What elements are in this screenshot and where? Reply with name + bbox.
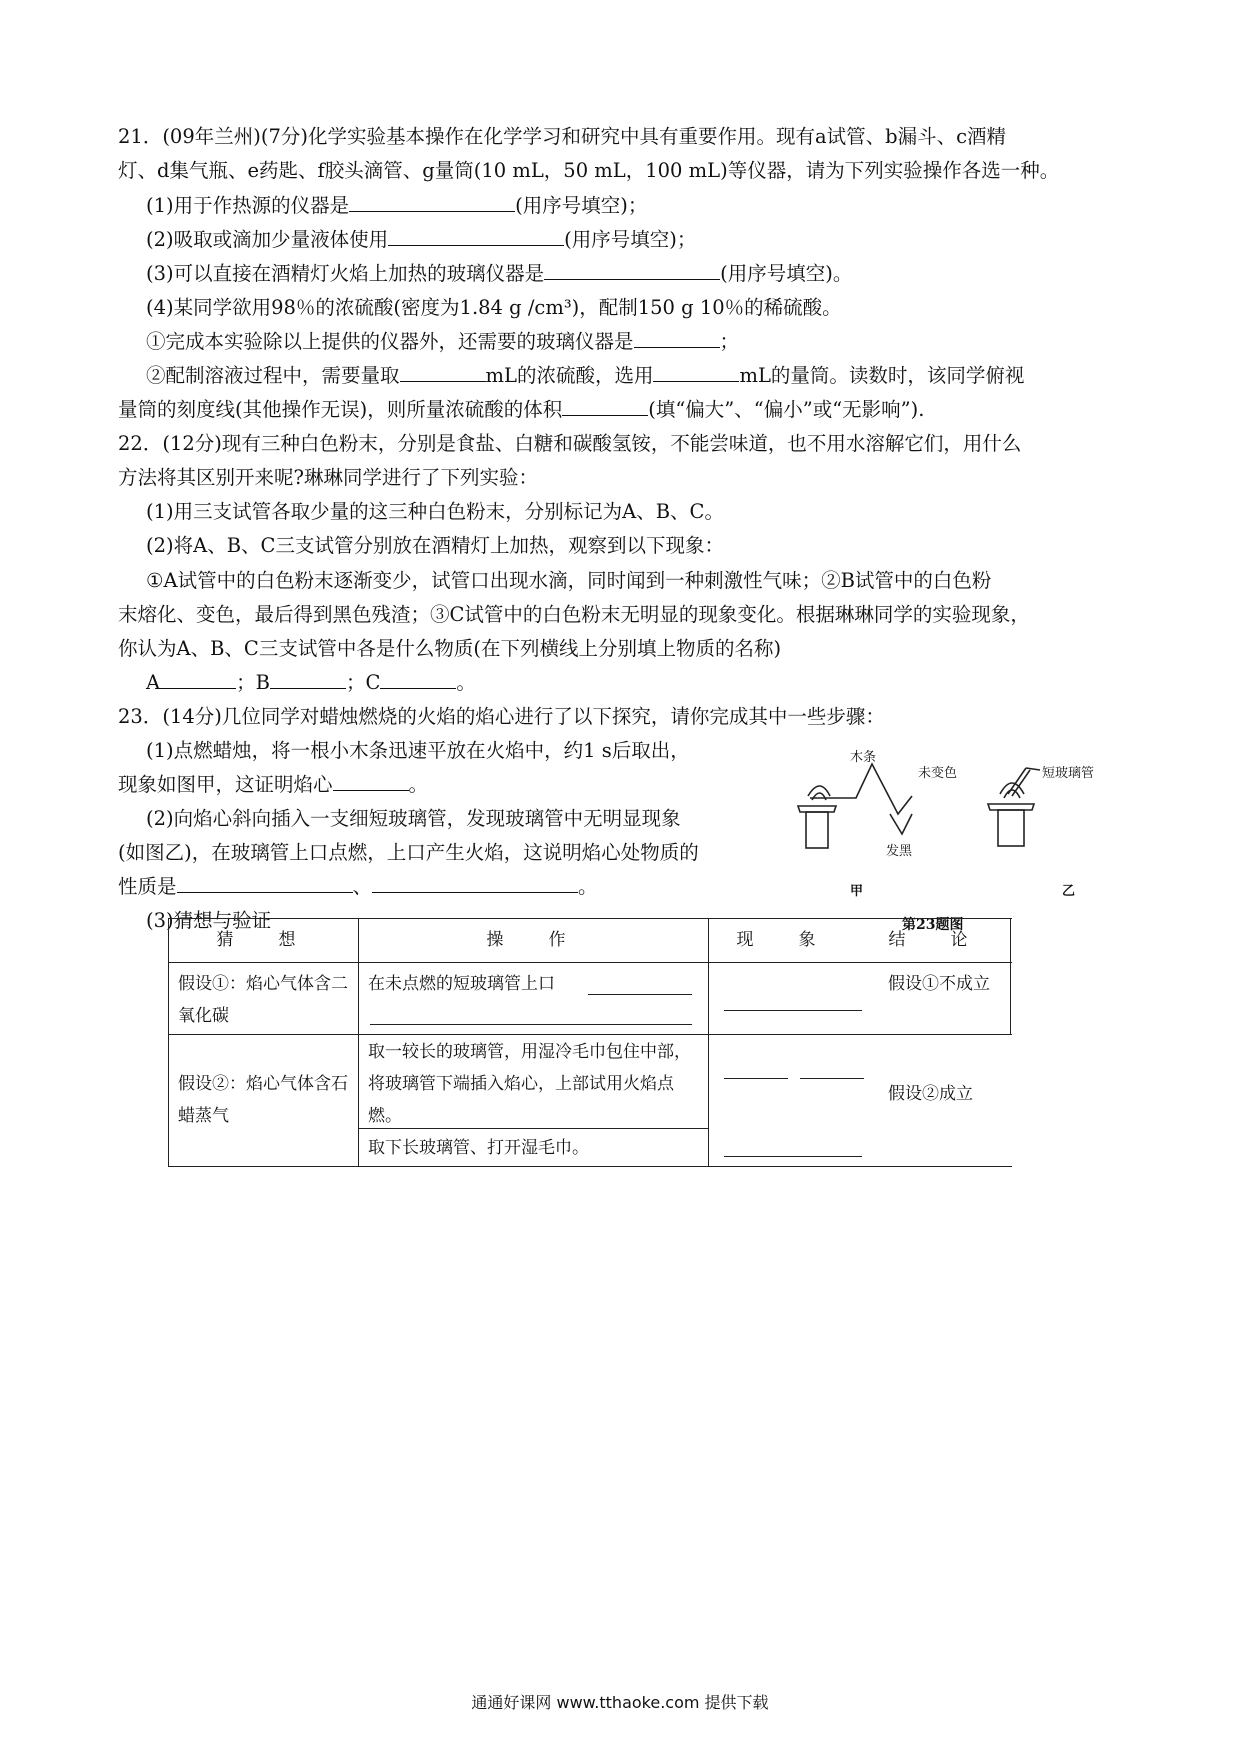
table-header-conclusion: 结 论 <box>888 930 982 950</box>
q23-sub1b <box>118 772 428 798</box>
q21-sub4-2-mid: mL的浓硫酸，选用 <box>485 364 654 387</box>
q21-sub3-text: (3)可以直接在酒精灯火焰上加热的玻璃仪器是 <box>146 262 545 285</box>
q21-sub4-1-text: ①完成本实验除以上提供的仪器外，还需要的玻璃仪器是 <box>146 330 634 353</box>
answer-blank[interactable] <box>177 874 353 893</box>
q23-line1: 23．(14分)几位同学对蜡烛燃烧的火焰的焰心进行了以下探究，请你完成其中一些步骤： <box>118 705 885 728</box>
figure-caption: 第23题图 <box>902 917 964 933</box>
answer-blank[interactable] <box>562 397 648 416</box>
q22-line1: 22．(12分)现有三种白色粉末，分别是食盐、白糖和碳酸氢铵，不能尝味道，也不用水溶解它们，用什么 <box>118 432 1022 455</box>
q21-sub4-3 <box>118 397 924 423</box>
q21-sub4-2 <box>146 363 1024 389</box>
q22-ans-b-label: ；B <box>236 671 270 694</box>
q22-sub5: 你认为A、B、C三支试管中各是什么物质(在下列横线上分别填上物质的名称) <box>118 637 782 660</box>
answer-blank-a[interactable] <box>160 670 236 689</box>
answer-blank[interactable] <box>800 1078 864 1079</box>
q21-line1: 21．(09年兰州)(7分)化学实验基本操作在化学学习和研究中具有重要作用。现有a试管、b漏斗、c酒精 <box>118 125 1006 148</box>
q23-sub3: (3)猜想与验证 <box>146 909 272 932</box>
q21-sub4-2-text: ②配制溶液过程中，需要量取 <box>146 364 400 387</box>
answer-blank[interactable] <box>653 363 739 382</box>
table-operation-1: 在未点燃的短玻璃管上口 <box>368 974 555 994</box>
q21-sub1 <box>146 193 647 219</box>
answer-blank[interactable] <box>372 874 578 893</box>
table-border <box>168 1034 1012 1035</box>
answer-blank[interactable] <box>400 363 486 382</box>
q21-sub2-text: (2)吸取或滴加少量液体使用 <box>146 228 389 251</box>
q21-sub4-3-text: 量筒的刻度线(其他操作无误)，则所量浓硫酸的体积 <box>118 398 563 421</box>
figure-label-yi: 乙 <box>1062 884 1076 899</box>
q22-line2: 方法将其区别开来呢?琳琳同学进行了下列实验： <box>118 466 538 489</box>
q21-sub4: (4)某同学欲用98％的浓硫酸(密度为1.84 g /cm³)，配制150 g 10％的稀硫酸。 <box>146 296 842 319</box>
answer-blank[interactable] <box>724 1078 788 1079</box>
q23-sub2c-end: 。 <box>578 875 598 898</box>
table-hypothesis-2: 假设②：焰心气体含石蜡蒸气 <box>178 1074 348 1126</box>
answer-blank[interactable] <box>388 227 564 246</box>
answer-blank[interactable] <box>349 193 515 212</box>
answer-blank[interactable] <box>724 1010 862 1011</box>
q21-sub3-hint: (用序号填空)。 <box>720 262 853 285</box>
q23-sub2c <box>118 874 598 900</box>
q23-sub1b-text: 现象如图甲，这证明焰心 <box>118 773 333 796</box>
q23-sub2b: (如图乙)，在玻璃管上口点燃，上口产生火焰，这说明焰心处物质的 <box>118 841 699 864</box>
table-border <box>168 962 1012 963</box>
q22-ans-a-label: A <box>146 671 161 694</box>
answer-blank[interactable] <box>634 329 720 348</box>
answer-blank-c[interactable] <box>380 670 456 689</box>
table-hypothesis-1: 假设①：焰心气体含二氧化碳 <box>178 974 348 1026</box>
q21-line2: 灯、d集气瓶、e药匙、f胶头滴管、g量筒(10 mL，50 mL，100 mL)等仪器，请为下列实验操作各选一种。 <box>118 159 1060 182</box>
table-conclusion-2: 假设②成立 <box>888 1084 973 1104</box>
answer-blank[interactable] <box>724 1156 862 1157</box>
answer-blank[interactable] <box>333 772 409 791</box>
table-header-operation: 操 作 <box>486 930 580 950</box>
q22-ans-c-label: ；C <box>345 671 381 694</box>
table-operation-2: 取一较长的玻璃管，用湿冷毛巾包住中部，将玻璃管下端插入焰心，上部试用火焰点燃。 <box>368 1042 691 1126</box>
figure-label-stick: 木条 <box>850 750 877 765</box>
q22-sub3: ①A试管中的白色粉末逐渐变少，试管口出现水滴，同时闻到一种刺激性气味；②B试管中的白色粉 <box>146 569 992 592</box>
q21-sub4-2-end: mL的量筒。读数时，该同学俯视 <box>739 364 1025 387</box>
answer-blank[interactable] <box>544 261 720 280</box>
q22-sub1: (1)用三支试管各取少量的这三种白色粉末，分别标记为A、B、C。 <box>146 500 724 523</box>
q22-sub4: 末熔化、变色，最后得到黑色残渣；③C试管中的白色粉末无明显的现象变化。根据琳琳同学的实验现象， <box>118 603 1030 626</box>
q21-sub3 <box>146 261 852 287</box>
q21-sub4-3-end: (填“偏大”、“偏小”或“无影响”). <box>648 398 925 421</box>
q21-sub2 <box>146 227 696 253</box>
table-operation-3: 取下长玻璃管、打开湿毛巾。 <box>368 1138 589 1158</box>
q23-sub1a: (1)点燃蜡烛，将一根小木条迅速平放在火焰中，约1 s后取出， <box>146 739 690 762</box>
table-header-phenomenon: 现 象 <box>736 930 830 950</box>
hypothesis-table <box>168 918 1012 1166</box>
answer-blank[interactable] <box>588 994 692 995</box>
figure-label-jia: 甲 <box>850 884 864 899</box>
q22-answers <box>146 670 476 696</box>
q23-sub2c-sep: 、 <box>352 875 373 898</box>
figure-label-tube: 短玻璃管 <box>1042 766 1095 781</box>
q21-sub4-1 <box>146 329 739 355</box>
q23-sub1b-end: 。 <box>408 773 429 796</box>
answer-blank-b[interactable] <box>270 670 346 689</box>
table-conclusion-1: 假设①不成立 <box>888 974 990 994</box>
table-border <box>168 1166 1012 1167</box>
q22-ans-end: 。 <box>456 671 476 694</box>
q21-sub4-1-end: ； <box>719 330 740 353</box>
q22-sub2: (2)将A、B、C三支试管分别放在酒精灯上加热，观察到以下现象： <box>146 534 724 557</box>
figure-label-black: 发黑 <box>886 844 913 859</box>
q23-sub2c-text: 性质是 <box>118 875 177 898</box>
q21-sub2-hint: (用序号填空)； <box>564 228 697 251</box>
q21-sub1-text: (1)用于作热源的仪器是 <box>146 194 350 217</box>
candle-figure <box>790 748 1140 908</box>
q23-sub2a: (2)向焰心斜向插入一支细短玻璃管，发现玻璃管中无明显现象 <box>146 807 681 830</box>
table-header-guess: 猜 想 <box>216 930 310 950</box>
answer-blank[interactable] <box>370 1024 692 1025</box>
page-footer: 通通好课网 www.tthaoke.com 提供下载 <box>471 1693 769 1712</box>
q21-sub1-hint: (用序号填空)； <box>515 194 648 217</box>
figure-label-unchanged: 未变色 <box>918 766 958 781</box>
